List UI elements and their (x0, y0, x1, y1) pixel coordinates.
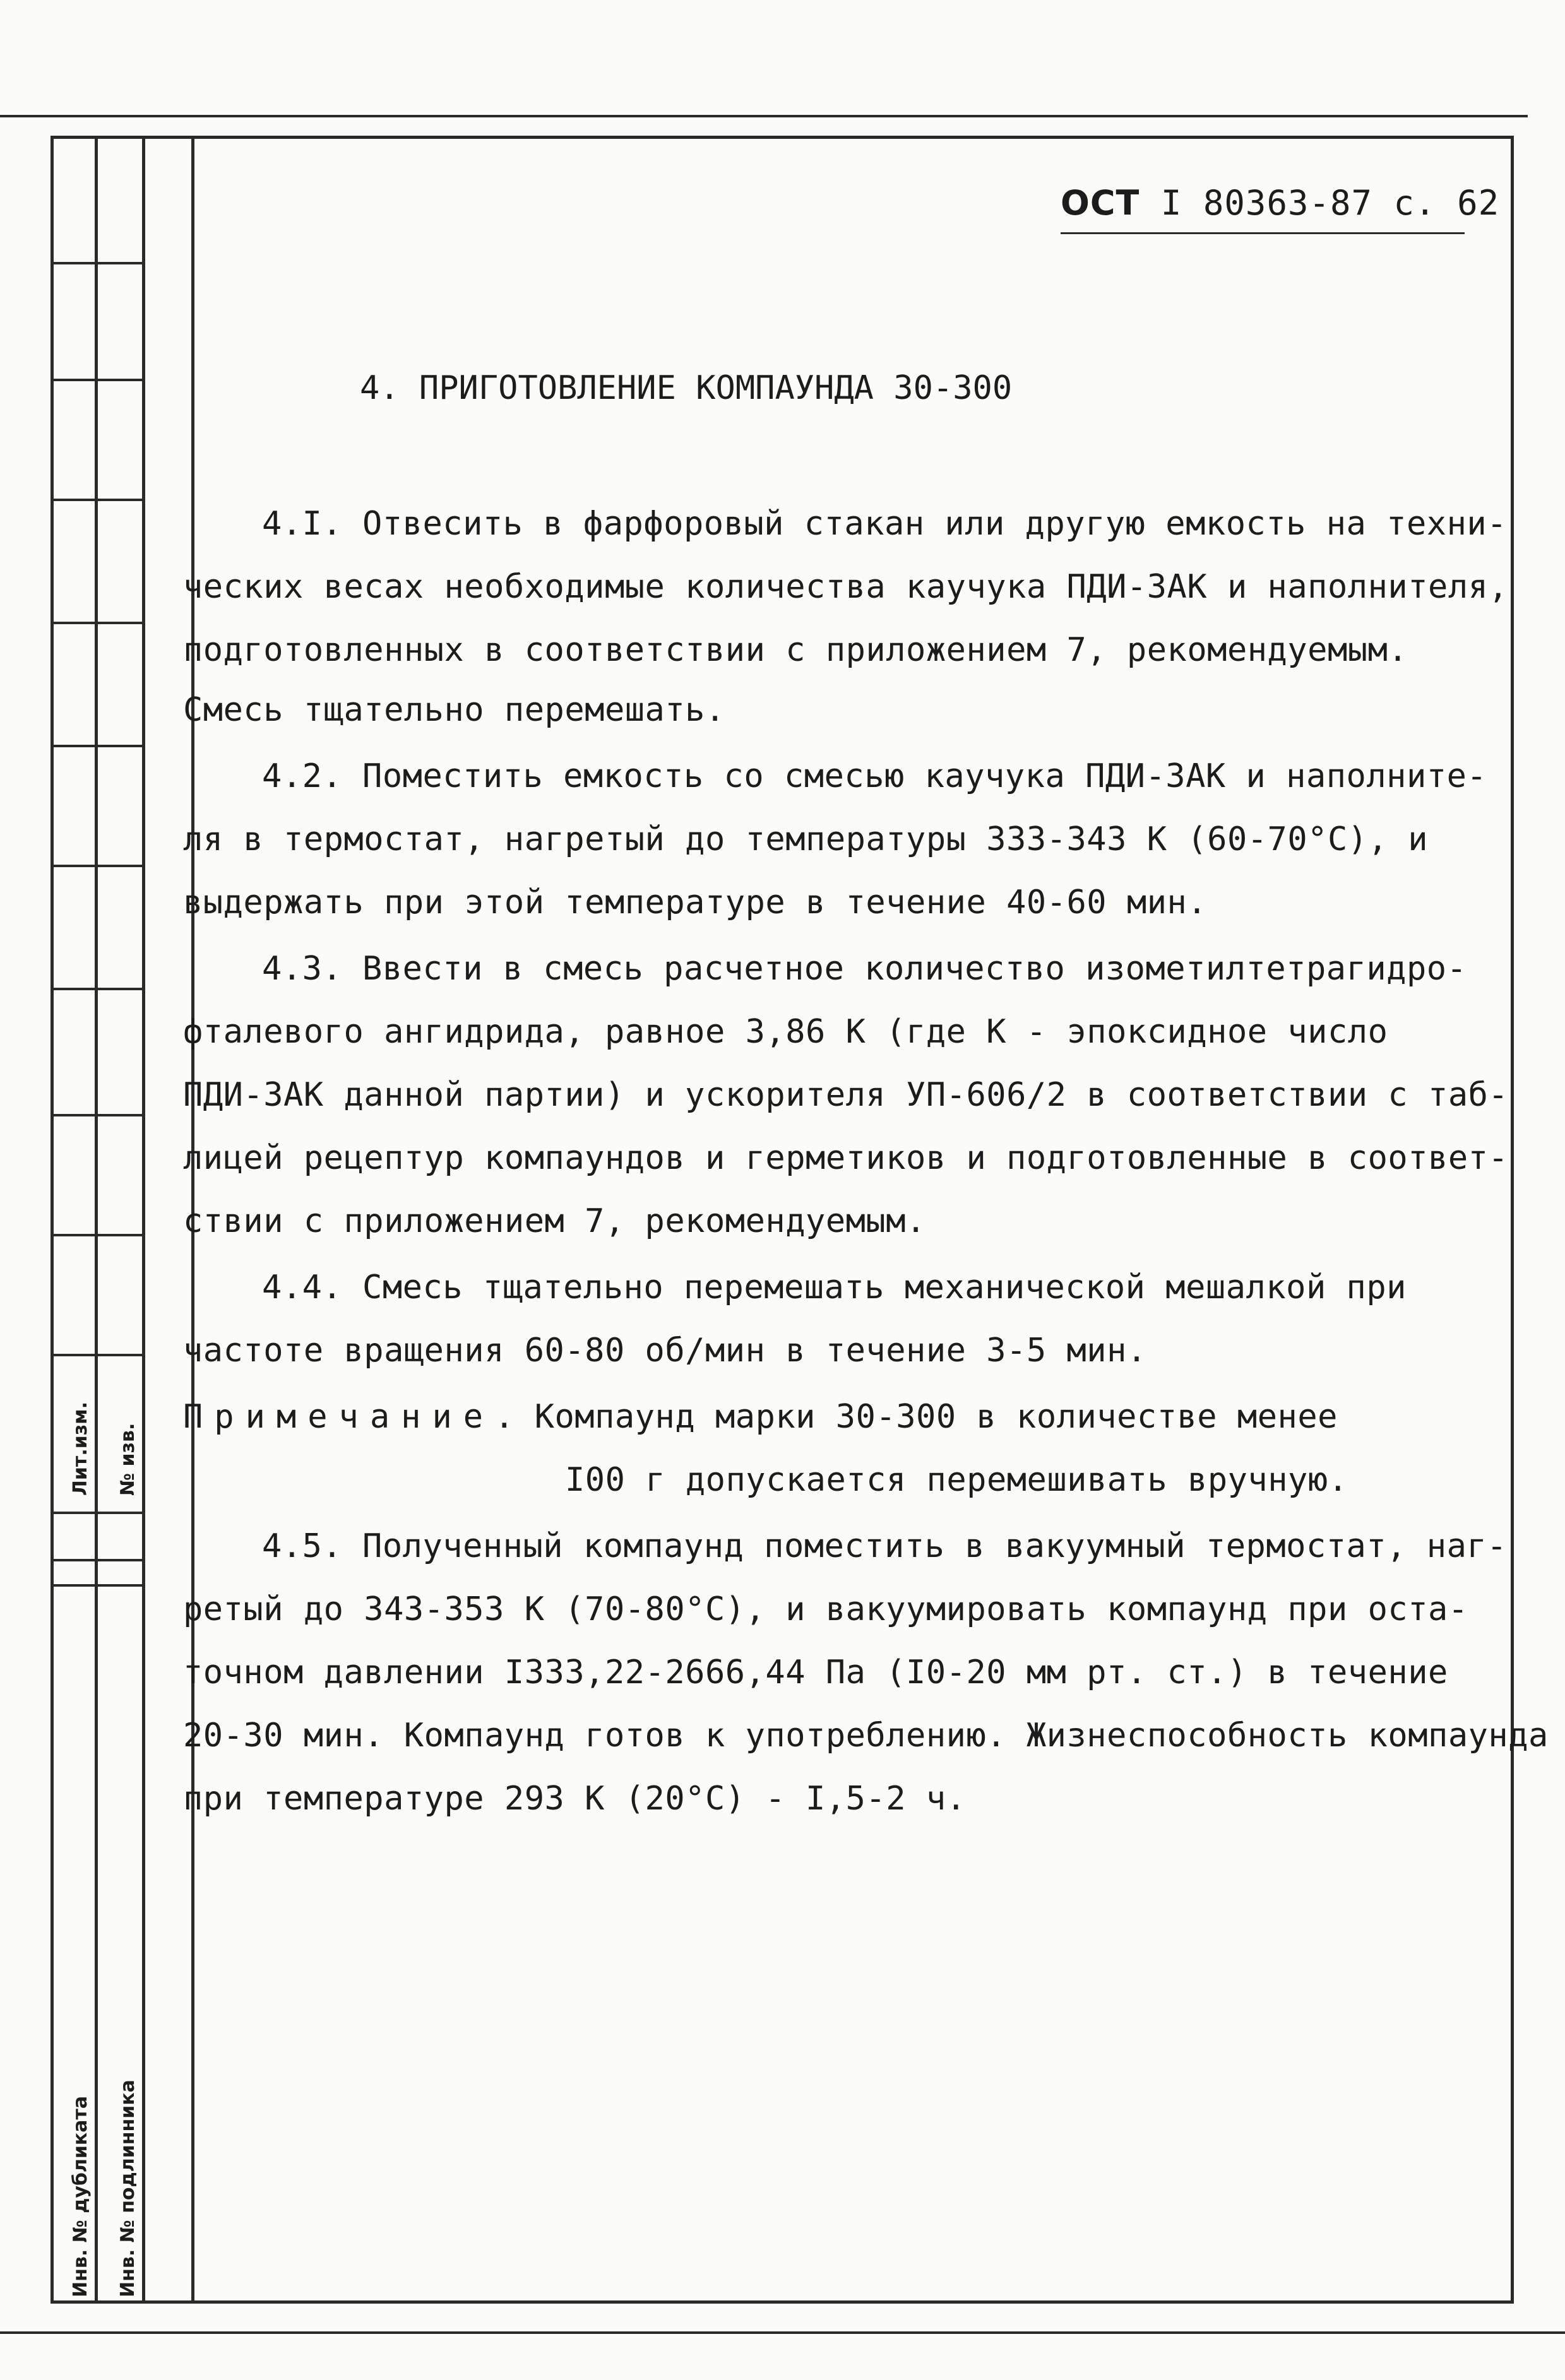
page-number: 62 (1457, 183, 1500, 223)
document-header (1061, 183, 1499, 223)
body-line: частоте вращения 60-80 об/мин в течение 3-5 мин. (183, 1332, 1147, 1370)
body-line: 4.I. Отвесить в фарфоровый стакан или другую емкость на техни- (262, 505, 1508, 543)
body-line: 4.5. Полученный компаунд поместить в вакуумный термостат, наг- (262, 1527, 1508, 1565)
margin-rule (51, 1559, 144, 1561)
margin-column-3 (51, 136, 194, 2304)
note-label: Примечание (183, 1398, 495, 1436)
body-line: фталевого ангидрида, равное 3,86 К (где К - эпоксидное число (183, 1013, 1388, 1051)
bottom-trim-line (0, 2331, 1565, 2334)
body-line: лицей рецептур компаундов и герметиков и подготовленные в соответ- (183, 1139, 1509, 1177)
body-line: ля в термостат, нагретый до температуры 333-343 К (60-70°С), и (183, 820, 1429, 858)
body-line: ретый до 343-353 К (70-80°С), и вакуумировать компаунд при оста- (183, 1590, 1468, 1628)
body-line: при температуре 293 К (20°С) - I,5-2 ч. (183, 1780, 967, 1818)
margin-label-inv-podl: Инв. № подлинника (117, 2080, 139, 2297)
margin-rule (51, 1354, 144, 1356)
body-line: ческих весах необходимые количества каучука ПДИ-ЗАК и наполнителя, (183, 568, 1509, 606)
body-line: 4.2. Поместить емкость со смесью каучука ПДИ-ЗАК и наполните- (262, 757, 1487, 795)
body-line: выдержать при этой температуре в течение 40-60 мин. (183, 884, 1208, 921)
margin-rule (51, 1234, 144, 1236)
margin-rule (51, 745, 144, 747)
margin-label-lit-izm: Лит.изм. (69, 1401, 92, 1496)
body-line: 4.3. Ввести в смесь расчетное количество изометилтетрагидро- (262, 950, 1467, 988)
margin-rule (51, 499, 144, 501)
margin-rule (51, 988, 144, 990)
margin-label-no-izv: № изв. (117, 1423, 139, 1496)
note-line (183, 1398, 1338, 1436)
top-trim-line (0, 115, 1528, 117)
body-line: 20-30 мин. Компаунд готов к употреблению. Жизнеспособность компаунда (183, 1717, 1549, 1755)
margin-rule (51, 379, 144, 381)
margin-rule (51, 1584, 144, 1587)
margin-rule (51, 1114, 144, 1116)
margin-rule (51, 622, 144, 624)
margin-rule (51, 865, 144, 867)
note-text: . Компаунд марки 30-300 в количестве менее (494, 1398, 1338, 1436)
section-title: 4. ПРИГОТОВЛЕНИЕ КОМПАУНДА 30-300 (360, 369, 1013, 407)
note-continuation: I00 г допускается перемешивать вручную. (565, 1461, 1348, 1499)
standard-designation: I 80363-87 (1160, 183, 1372, 223)
header-underline (1061, 232, 1465, 234)
margin-rule (51, 262, 144, 264)
body-line: ствии с приложением 7, рекомендуемым. (183, 1202, 926, 1240)
body-line: подготовленных в соответствии с приложением 7, рекомендуемым. (183, 631, 1408, 669)
standard-prefix: ОСТ (1061, 183, 1140, 223)
body-line: 4.4. Смесь тщательно перемешать механической мешалкой при (262, 1269, 1407, 1306)
body-line: Смесь тщательно перемешать. (183, 691, 725, 729)
body-line: точном давлении I333,22-2666,44 Па (I0-20 мм рт. ст.) в течение (183, 1654, 1448, 1691)
margin-label-inv-dubl: Инв. № дубликата (69, 2095, 92, 2297)
body-line: ПДИ-ЗАК данной партии) и ускорителя УП-606/2 в соответствии с таб- (183, 1076, 1509, 1114)
margin-rule (51, 1512, 144, 1514)
page-label: с. (1393, 183, 1436, 223)
